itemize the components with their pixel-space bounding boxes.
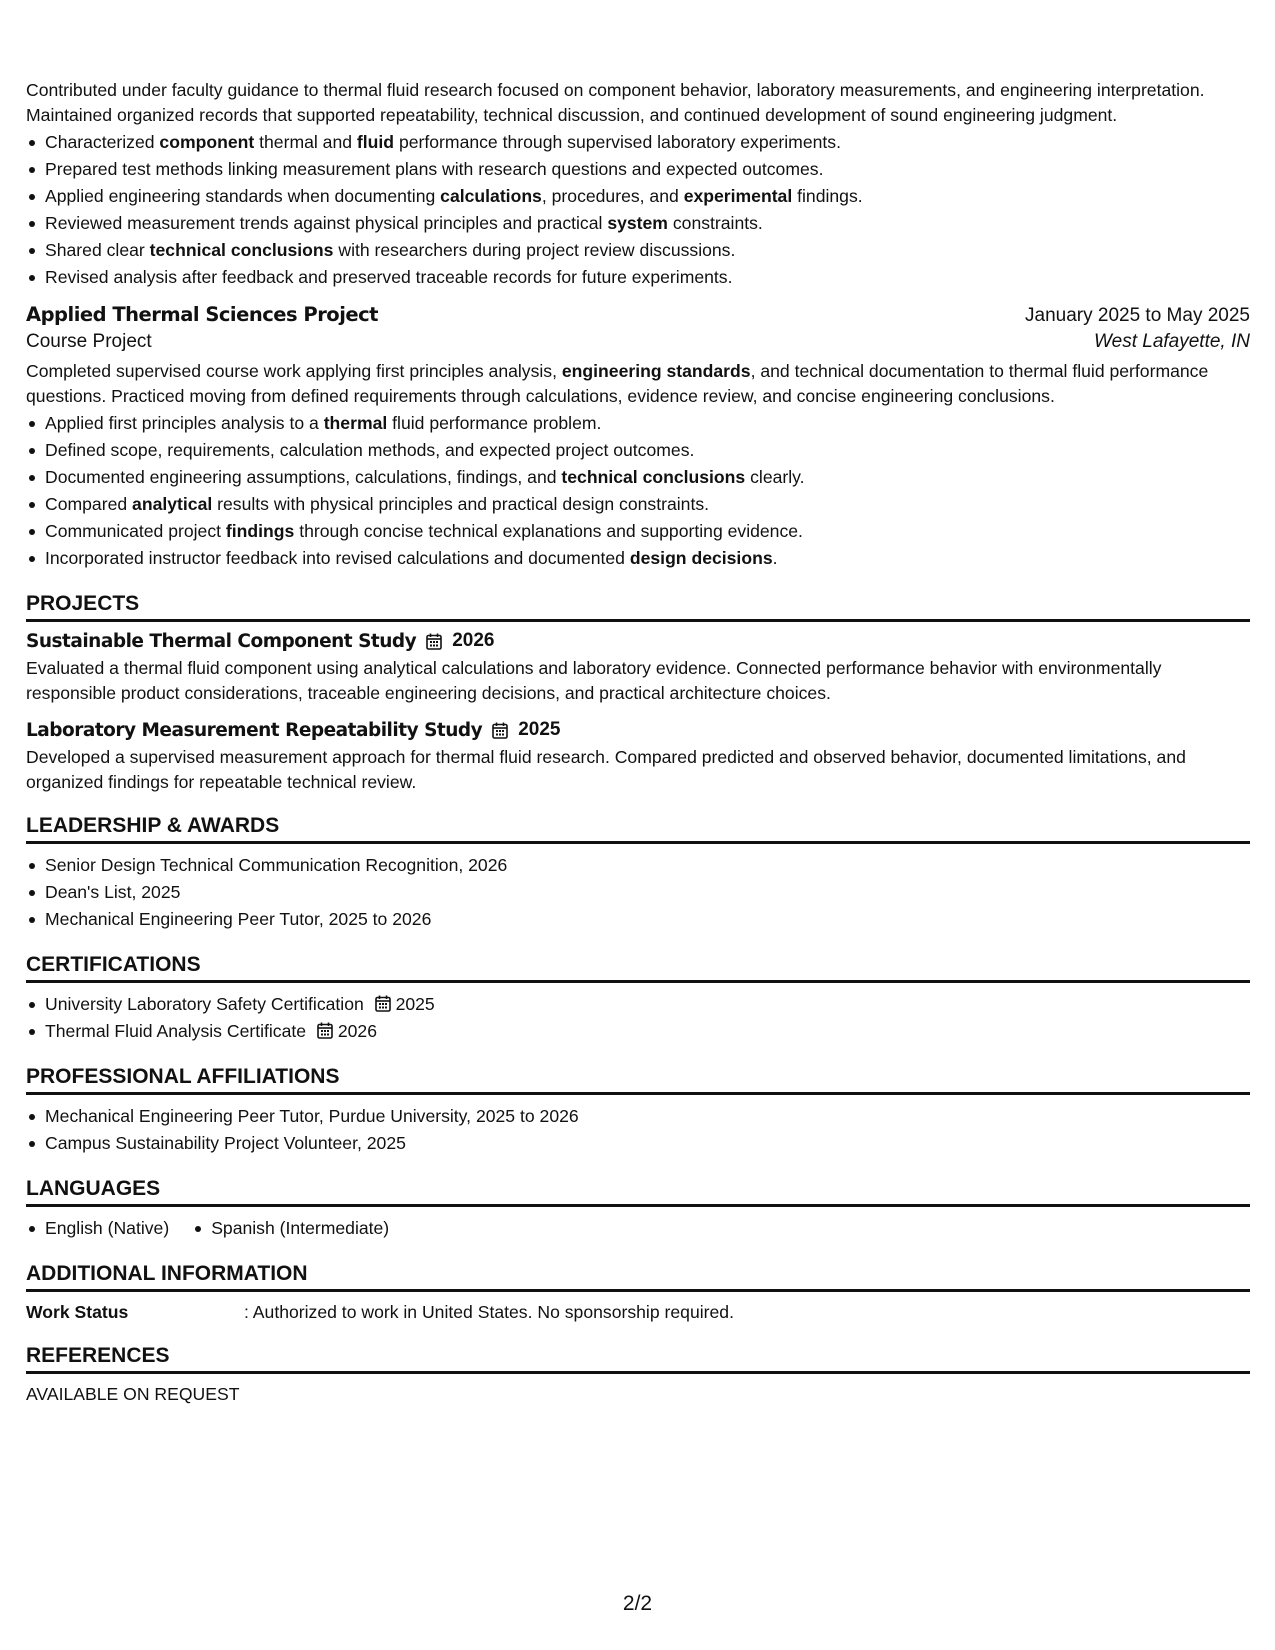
project-description: Developed a supervised measurement approach for thermal fluid research. Compared predicted and observed behavior, documented limitations, and organized findings for repeatable technical review. bbox=[26, 747, 1186, 792]
text-segment: performance through supervised laboratory experiments. bbox=[394, 132, 841, 152]
list-item: Dean's List, 2025 bbox=[45, 879, 1250, 906]
text-segment: , and technical documentation to thermal fluid performance questions. Practiced moving from defined requirements through calculations, evidence review, and concise engineering conclusions. bbox=[26, 361, 1209, 406]
text-segment: Completed supervised course work applying first principles analysis, bbox=[26, 361, 562, 381]
course-project-summary bbox=[26, 359, 1250, 408]
project-title: Laboratory Measurement Repeatability Study bbox=[26, 719, 483, 741]
section-title-references: REFERENCES bbox=[26, 1344, 1250, 1374]
bold-text: experimental bbox=[683, 186, 793, 206]
project-header bbox=[26, 630, 1250, 652]
leadership-list bbox=[26, 852, 1250, 933]
bold-text: fluid bbox=[356, 132, 395, 152]
bullet-item bbox=[45, 237, 1250, 264]
certification-item bbox=[45, 1018, 1250, 1045]
text-segment: constraints. bbox=[667, 213, 763, 233]
experience-bullets bbox=[26, 129, 1250, 291]
work-status-value: : Authorized to work in United States. No sponsorship required. bbox=[244, 1302, 734, 1322]
text-segment: Documented engineering assumptions, calculations, findings, and bbox=[45, 467, 562, 487]
certification-name: Thermal Fluid Analysis Certificate bbox=[45, 1021, 307, 1041]
section-title-languages: LANGUAGES bbox=[26, 1177, 1250, 1207]
course-project-dates: January 2025 to May 2025 bbox=[1025, 305, 1250, 326]
bold-text: technical conclusions bbox=[561, 467, 746, 487]
project-year: 2026 bbox=[452, 630, 495, 651]
calendar-icon bbox=[492, 722, 508, 739]
section-title-projects: PROJECTS bbox=[26, 592, 1250, 622]
section-title-certifications: CERTIFICATIONS bbox=[26, 953, 1250, 983]
work-status-row bbox=[26, 1300, 1250, 1324]
text-segment: with researchers during project review discussions. bbox=[333, 240, 736, 260]
certification-date: 2026 bbox=[337, 1021, 377, 1041]
resume-page bbox=[26, 78, 1250, 1406]
bold-text: component bbox=[159, 132, 255, 152]
bullet-item bbox=[45, 491, 1250, 518]
text-segment: Prepared test methods linking measurement plans with research questions and expected outcomes. bbox=[45, 159, 824, 179]
text-segment: . bbox=[772, 548, 778, 568]
bullet-item bbox=[45, 410, 1250, 437]
references-text: AVAILABLE ON REQUEST bbox=[26, 1384, 240, 1404]
list-item: Mechanical Engineering Peer Tutor, Purdue University, 2025 to 2026 bbox=[45, 1103, 1250, 1130]
bullet-item bbox=[45, 264, 1250, 291]
text-segment: Incorporated instructor feedback into revised calculations and documented bbox=[45, 548, 630, 568]
certification-date: 2025 bbox=[395, 994, 435, 1014]
text-segment: clearly. bbox=[745, 467, 805, 487]
course-project-header bbox=[26, 303, 1250, 327]
bullet-item bbox=[45, 437, 1250, 464]
course-project-location: West Lafayette, IN bbox=[1094, 331, 1250, 352]
text-segment: results with physical principles and practical design constraints. bbox=[212, 494, 710, 514]
project-item bbox=[26, 630, 1250, 705]
text-segment: Characterized bbox=[45, 132, 160, 152]
bullet-item bbox=[45, 464, 1250, 491]
work-status-label: Work Status bbox=[26, 1302, 129, 1322]
project-year: 2025 bbox=[518, 719, 561, 740]
bullet-item bbox=[45, 129, 1250, 156]
bold-text: system bbox=[607, 213, 668, 233]
course-project-subheader bbox=[26, 331, 1250, 353]
project-header bbox=[26, 719, 1250, 741]
certification-item bbox=[45, 991, 1250, 1018]
text-segment: Applied engineering standards when documenting bbox=[45, 186, 441, 206]
text-segment: fluid performance problem. bbox=[387, 413, 602, 433]
text-segment: Defined scope, requirements, calculation methods, and expected project outcomes. bbox=[45, 440, 695, 460]
certifications-list bbox=[26, 991, 1250, 1045]
language-item: English (Native) bbox=[45, 1215, 169, 1242]
bullet-item bbox=[45, 518, 1250, 545]
section-title-additional-information: ADDITIONAL INFORMATION bbox=[26, 1262, 1250, 1292]
text-segment: Revised analysis after feedback and preserved traceable records for future experiments. bbox=[45, 267, 733, 287]
projects-list bbox=[26, 630, 1250, 794]
bullet-item bbox=[45, 545, 1250, 572]
bold-text: calculations bbox=[440, 186, 542, 206]
languages-list bbox=[26, 1215, 1250, 1242]
text-segment: Shared clear bbox=[45, 240, 150, 260]
text-segment: Reviewed measurement trends against physical principles and practical bbox=[45, 213, 608, 233]
bold-text: engineering standards bbox=[561, 361, 751, 381]
text-segment: Communicated project bbox=[45, 521, 226, 541]
text-segment: through concise technical explanations and supporting evidence. bbox=[294, 521, 803, 541]
text-segment: , procedures, and bbox=[541, 186, 684, 206]
bold-text: thermal bbox=[323, 413, 388, 433]
project-description: Evaluated a thermal fluid component using analytical calculations and laboratory evidence. Connected performance behavior with environmentally responsible product considerations, traceable engineering decisions, and practical architecture choices. bbox=[26, 658, 1162, 703]
text-segment: Compared bbox=[45, 494, 133, 514]
bold-text: findings bbox=[225, 521, 295, 541]
affiliations-list bbox=[26, 1103, 1250, 1157]
bullet-item bbox=[45, 210, 1250, 237]
list-item: Mechanical Engineering Peer Tutor, 2025 to 2026 bbox=[45, 906, 1250, 933]
text-segment: thermal and bbox=[254, 132, 357, 152]
course-project-bullets bbox=[26, 410, 1250, 572]
course-project-title: Applied Thermal Sciences Project bbox=[26, 303, 378, 326]
section-title-leadership: LEADERSHIP & AWARDS bbox=[26, 814, 1250, 844]
language-item: Spanish (Intermediate) bbox=[211, 1215, 389, 1242]
certification-name: University Laboratory Safety Certification bbox=[45, 994, 364, 1014]
list-item: Senior Design Technical Communication Recognition, 2026 bbox=[45, 852, 1250, 879]
course-project-type: Course Project bbox=[26, 331, 152, 352]
page-number: 2/2 bbox=[622, 1592, 653, 1615]
calendar-icon bbox=[317, 1022, 333, 1039]
project-item bbox=[26, 719, 1250, 794]
calendar-icon bbox=[426, 633, 442, 650]
bold-text: analytical bbox=[132, 494, 213, 514]
bullet-item bbox=[45, 156, 1250, 183]
bullet-item bbox=[45, 183, 1250, 210]
project-title: Sustainable Thermal Component Study bbox=[26, 630, 417, 652]
bold-text: design decisions bbox=[629, 548, 773, 568]
text-segment: findings. bbox=[792, 186, 863, 206]
bold-text: technical conclusions bbox=[149, 240, 334, 260]
text-segment: Applied first principles analysis to a bbox=[45, 413, 324, 433]
list-item: Campus Sustainability Project Volunteer, 2025 bbox=[45, 1130, 1250, 1157]
calendar-icon bbox=[375, 995, 391, 1012]
section-title-affiliations: PROFESSIONAL AFFILIATIONS bbox=[26, 1065, 1250, 1095]
experience-summary: Contributed under faculty guidance to thermal fluid research focused on component behavior, laboratory measurements, and engineering interpretation. Maintained organized records that supported repeatability, technical discussion, and continued development of sound engineering judgment. bbox=[26, 80, 1205, 125]
